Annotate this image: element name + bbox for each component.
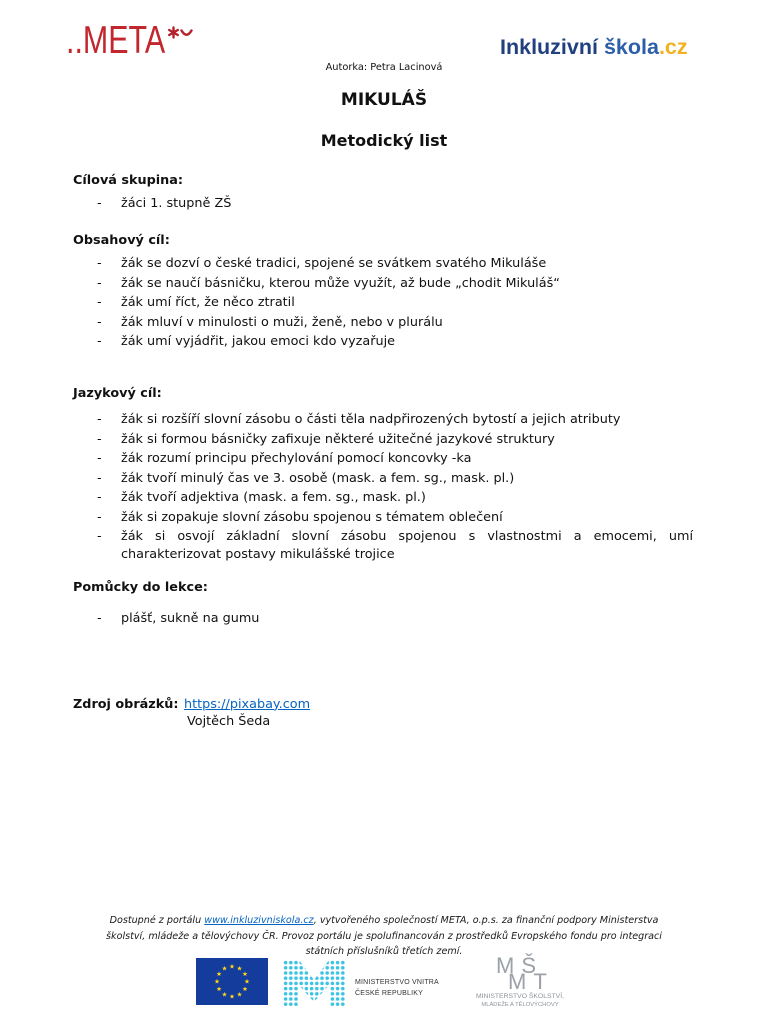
document-subtitle: Metodický list (320, 131, 448, 150)
list-item (73, 431, 693, 449)
footer-line-1-suffix: , vytvořeného společností META, o.p.s. za finanční podpory Ministerstva (313, 915, 659, 926)
language-goal-list (73, 411, 693, 565)
list-item (73, 528, 693, 563)
footer-line-1 (0, 913, 768, 929)
list-item-text: žák mluví v minulosti o muži, ženě, nebo v plurálu (121, 314, 443, 330)
list-bullet: - (97, 295, 102, 311)
list-item-text: žák si formou básničky zafixuje některé užitečné jazykové struktury (121, 431, 555, 447)
brand-part-1: Inkluzivní (500, 35, 598, 59)
footer-line-1-prefix: Dostupné z portálu (109, 915, 205, 926)
msmt-logo-mark-top: MŠ (496, 953, 543, 978)
portal-link[interactable]: www.inkluzivniskola.cz (204, 915, 314, 926)
document-title: MIKULÁŠ (340, 90, 428, 110)
list-bullet: - (97, 196, 102, 212)
list-item (73, 333, 693, 351)
list-item (73, 470, 693, 488)
list-item-text: žák tvoří adjektiva (mask. a fem. sg., mask. pl.) (121, 490, 426, 506)
list-item (73, 610, 693, 628)
meta-asterisk-icon (167, 26, 180, 39)
list-bullet: - (97, 412, 102, 428)
list-bullet: - (97, 275, 102, 291)
footer-line-3: státních příslušníků třetích zemí. (305, 946, 463, 957)
list-bullet: - (97, 431, 102, 447)
ministry-interior-logo-icon (283, 960, 345, 1006)
list-item (73, 489, 693, 507)
msmt-name-line-2: MLÁDEŽE A TĚLOVÝCHOVY (481, 1002, 559, 1008)
section-heading-target-group: Cílová skupina: (73, 172, 184, 188)
target-group-list (73, 195, 693, 215)
list-item-text: žák se dozví o české tradici, spojené se svátkem svatého Mikuláše (121, 256, 547, 272)
list-item-text: plášť, sukně na gumu (121, 611, 260, 627)
list-bullet: - (97, 334, 102, 350)
list-bullet: - (97, 611, 102, 627)
list-bullet: - (97, 314, 102, 330)
list-item-text: žák tvoří minulý čas ve 3. osobě (mask. a fem. sg., mask. pl.) (121, 470, 515, 486)
section-heading-content-goal: Obsahový cíl: (73, 232, 170, 248)
list-item (73, 294, 693, 312)
inkluzivni-skola-logo (500, 37, 688, 59)
list-item-text: žák si osvojí základní slovní zásobu spojenou s vlastnostmi a emocemi, umí charakterizovat postavy mikulášské trojice (121, 529, 693, 562)
list-item (73, 275, 693, 293)
list-item (73, 255, 693, 273)
list-item-text: žák si zopakuje slovní zásobu spojenou s tématem oblečení (121, 509, 503, 525)
list-item-text: žák umí říct, že něco ztratil (121, 295, 295, 311)
content-goal-list (73, 255, 693, 353)
eu-flag-icon (196, 958, 268, 1005)
list-bullet: - (97, 490, 102, 506)
author-line: Autorka: Petra Lacinová (325, 62, 443, 73)
brand-part-2: škola (603, 35, 659, 59)
footer-note (0, 913, 768, 960)
list-bullet: - (97, 529, 102, 545)
ministry-interior-line-2: ČESKÉ REPUBLIKY (355, 989, 423, 997)
list-bullet: - (97, 470, 102, 486)
section-heading-language-goal: Jazykový cíl: (73, 385, 162, 401)
list-item-text: žák si rozšíří slovní zásobu o části těla nadpřirozených bytostí a jejich atributy (121, 412, 621, 428)
ministry-interior-line-1: MINISTERSTVO VNITRA (355, 978, 439, 986)
image-sources-label: Zdroj obrázků: (73, 696, 179, 712)
list-item (73, 450, 693, 468)
section-heading-aids: Pomůcky do lekce: (73, 579, 208, 595)
msmt-logo-mark-bottom: MT (508, 969, 554, 994)
list-item (73, 509, 693, 527)
meta-smile-icon (180, 28, 193, 39)
list-item (73, 411, 693, 429)
ministry-interior-name (355, 977, 439, 999)
list-item-text: žák umí vyjádřit, jakou emoci kdo vyzařuje (121, 334, 395, 350)
image-author: Vojtěch Šeda (187, 713, 271, 729)
meta-logo: ..META (66, 19, 166, 62)
list-bullet: - (97, 451, 102, 467)
footer-line-2: školství, mládeže a tělovýchovy ČR. Provoz portálu je spolufinancován z prostředků Evropského fondu pro integraci (106, 930, 662, 942)
msmt-name-line-1: MINISTERSTVO ŠKOLSTVÍ, (476, 993, 564, 1000)
list-item-text: žáci 1. stupně ZŠ (121, 196, 232, 212)
list-item-text: žák se naučí básničku, kterou může využít, až bude „chodit Mikuláš“ (121, 275, 560, 291)
pixabay-link[interactable]: https://pixabay.com (184, 696, 311, 712)
list-bullet: - (97, 256, 102, 272)
list-bullet: - (97, 509, 102, 525)
brand-part-3: .cz (658, 35, 688, 59)
list-item (73, 195, 693, 213)
list-item (73, 314, 693, 332)
list-item-text: žák rozumí principu přechylování pomocí koncovky -ka (121, 451, 472, 467)
aids-list (73, 610, 693, 630)
